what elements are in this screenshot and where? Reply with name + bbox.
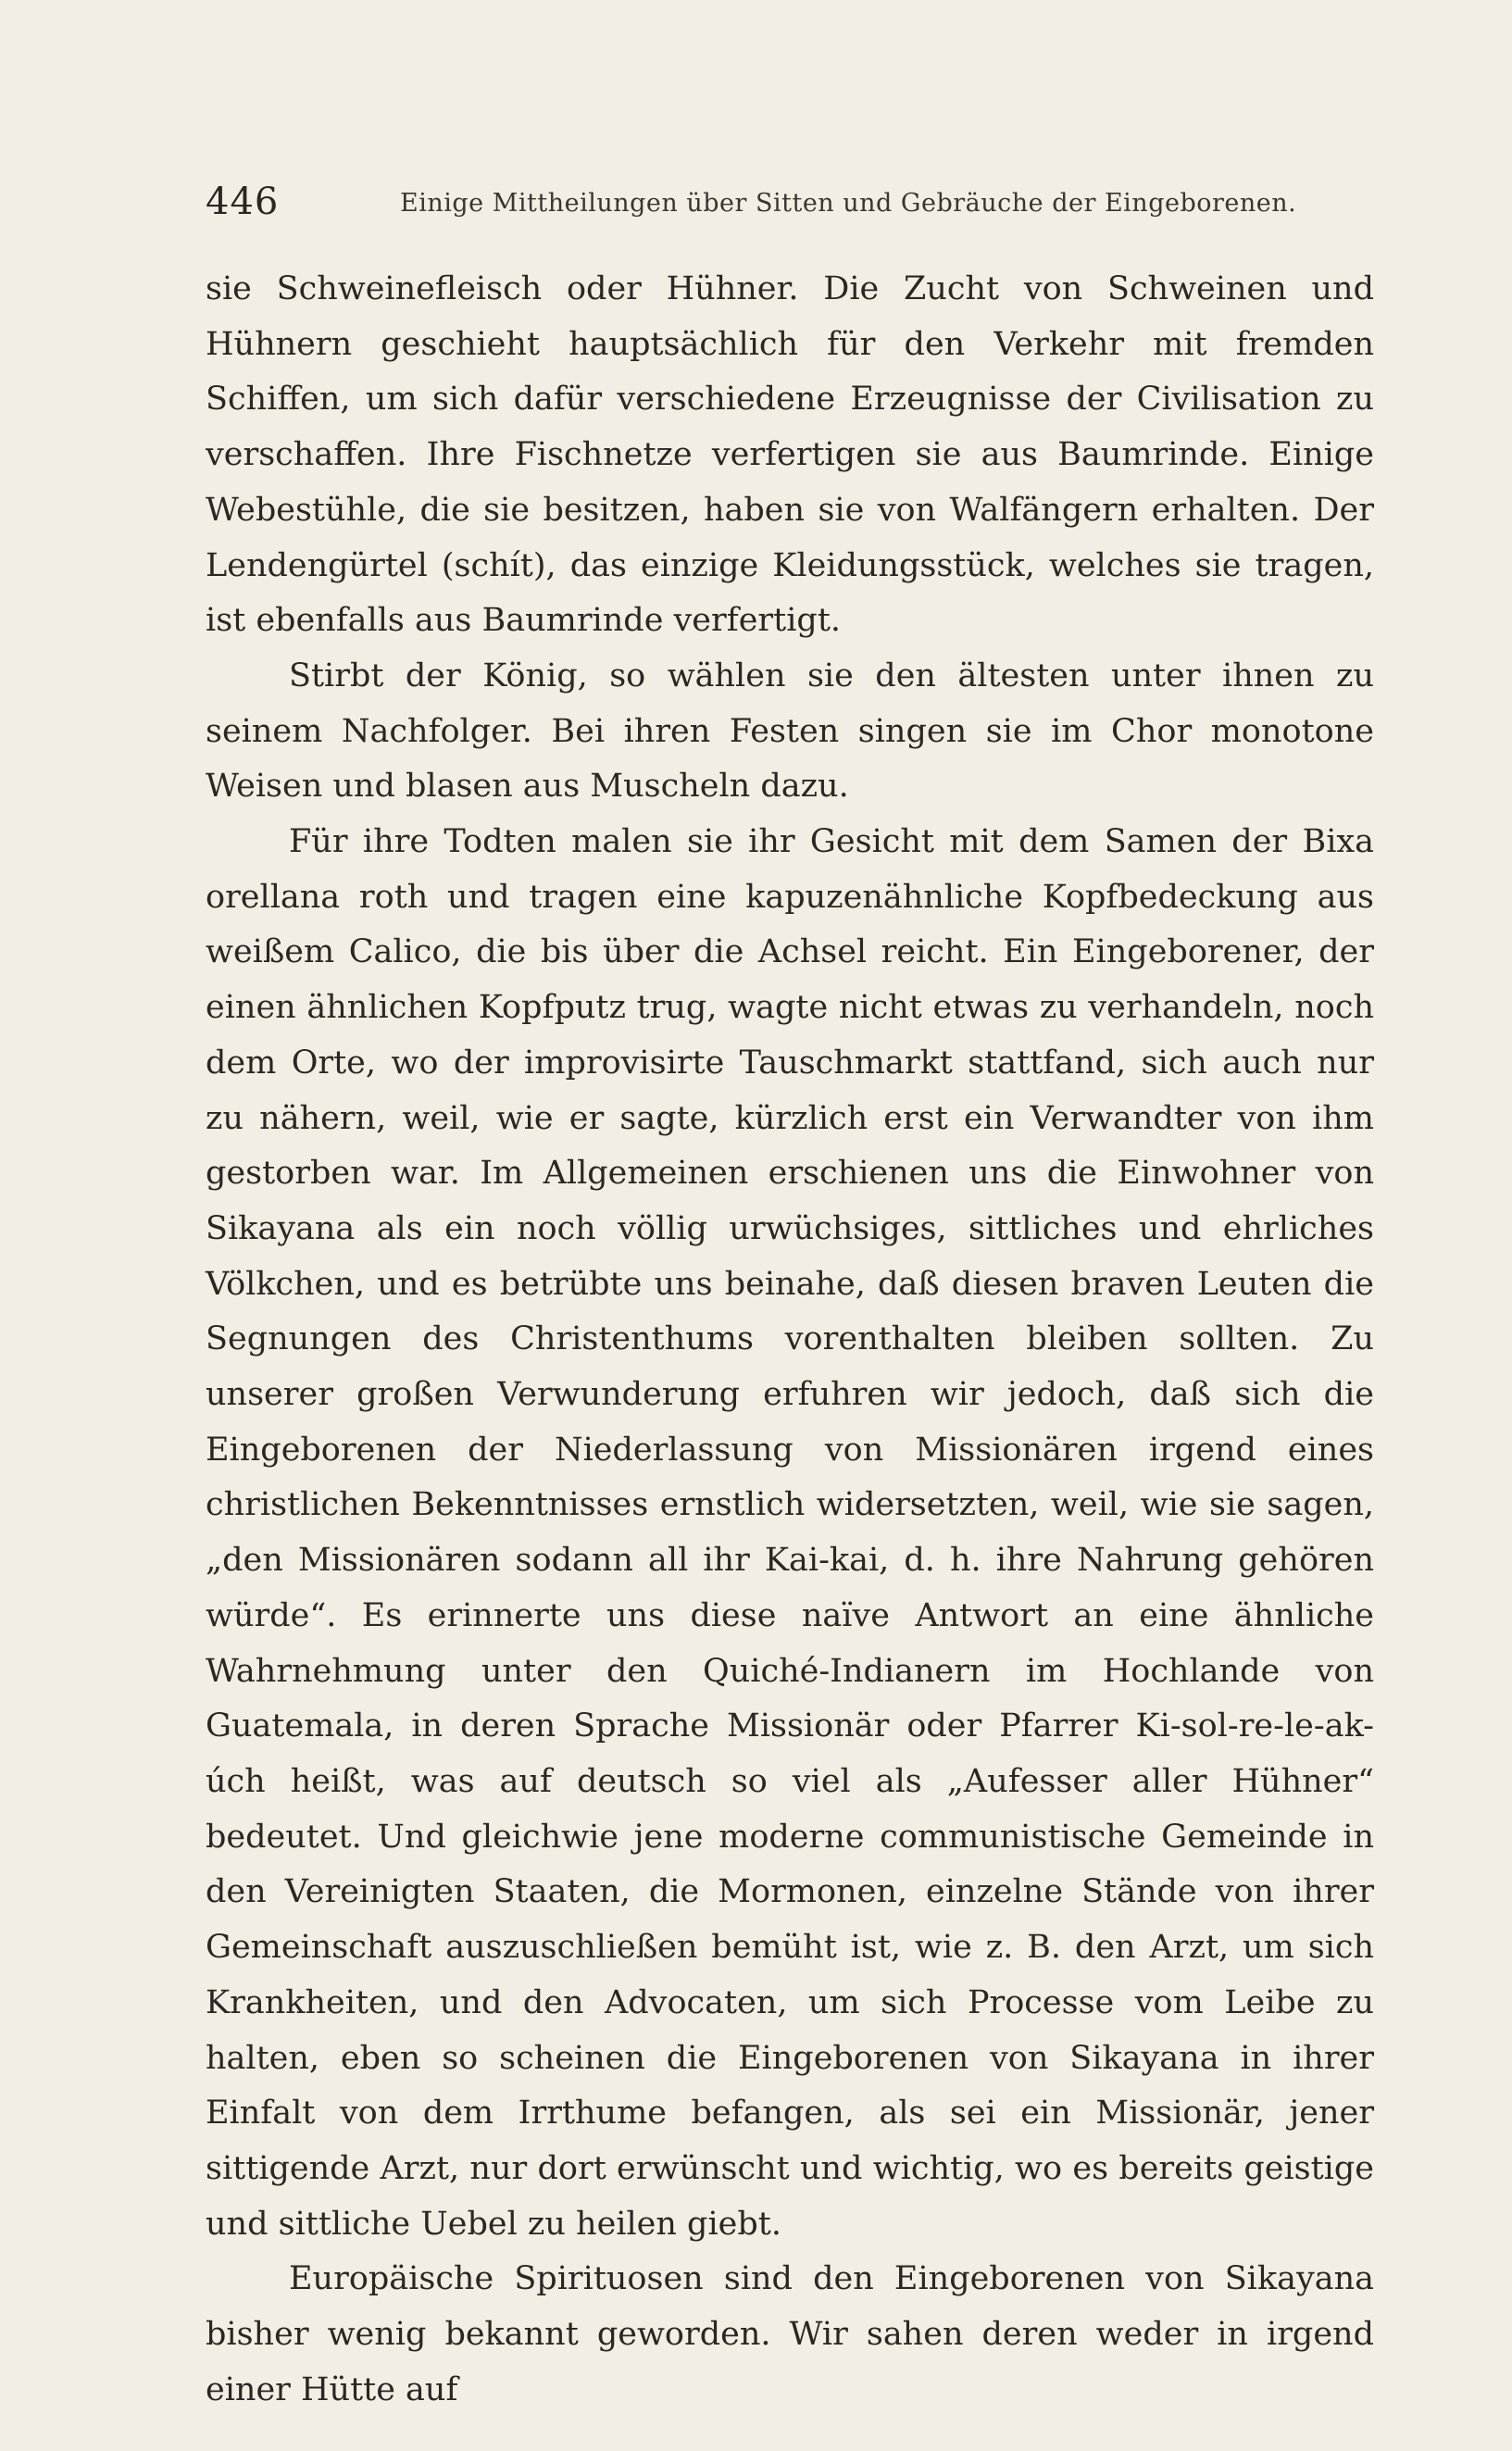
running-title: Einige Mittheilungen über Sitten und Gebräuche der Eingeborenen.	[400, 189, 1297, 218]
page-header	[206, 176, 1372, 228]
page-number: 446	[206, 181, 280, 223]
paragraph-mourning-customs: Für ihre Todten malen sie ihr Gesicht mit dem Samen der Bixa orellana roth und tragen eine kapuzenähnliche Kopfbedeckung aus weißem Calico, die bis über die Achsel reicht. Ein Eingeborener, der einen ähnlichen Kopfputz trug, wagte nicht etwas zu verhandeln, noch dem Orte, wo der improvisirte Tauschmarkt stattfand, sich auch nur zu nähern, weil, wie er sagte, kürzlich erst ein Verwandter von ihm gestorben war. Im Allgemeinen erschienen uns die Einwohner von Sikayana als ein noch völlig urwüchsiges, sittliches und ehrliches Völkchen, und es betrübte uns beinahe, daß diesen braven Leuten die Segnungen des Christenthums vorenthalten bleiben sollten. Zu unserer großen Verwunderung erfuhren wir jedoch, daß sich die Eingeborenen der Niederlassung von Missionären irgend eines christlichen Bekenntnisses ernstlich widersetzten, weil, wie sie sagen, „den Missionären sodann all ihr Kai-kai, d. h. ihre Nahrung gehören würde“. Es erinnerte uns diese naïve Antwort an eine ähnliche Wahrnehmung unter den Quiché-Indianern im Hochlande von Guatemala, in deren Sprache Missionär oder Pfarrer Ki-sol-re-le-ak-úch heißt, was auf deutsch so viel als „Aufesser aller Hühner“ bedeutet. Und gleichwie jene moderne communistische Gemeinde in den Vereinigten Staaten, die Mormonen, einzelne Stände von ihrer Gemeinschaft auszuschließen bemüht ist, wie z. B. den Arzt, um sich Krankheiten, und den Advocaten, um sich Processe vom Leibe zu halten, eben so scheinen die Eingeborenen von Sikayana in ihrer Einfalt von dem Irrthume befangen, als sei ein Missionär, jener sittigende Arzt, nur dort erwünscht und wichtig, wo es bereits geistige und sittliche Uebel zu heilen giebt.	[206, 823, 1374, 2243]
paragraph-spirits: Europäische Spirituosen sind den Eingeborenen von Sikayana bisher wenig bekannt geworden. Wir sahen deren weder in irgend einer Hütte auf	[206, 2260, 1374, 2408]
paragraph-continuation: sie Schweinefleisch oder Hühner. Die Zucht von Schweinen und Hühnern geschieht hauptsächlich für den Verkehr mit fremden Schiffen, um sich dafür verschiedene Erzeugnisse der Civilisation zu verschaffen. Ihre Fischnetze verfertigen sie aus Baumrinde. Einige Webestühle, die sie besitzen, haben sie von Walfängern erhalten. Der Lendengürtel (schít), das einzige Kleidungsstück, welches sie tragen, ist ebenfalls aus Baumrinde verfertigt.	[206, 270, 1374, 640]
paragraph-king-succession: Stirbt der König, so wählen sie den ältesten unter ihnen zu seinem Nachfolger. Bei ihren Festen singen sie im Chor monotone Weisen und blasen aus Muscheln dazu.	[206, 657, 1374, 806]
body-text	[206, 262, 1374, 2418]
